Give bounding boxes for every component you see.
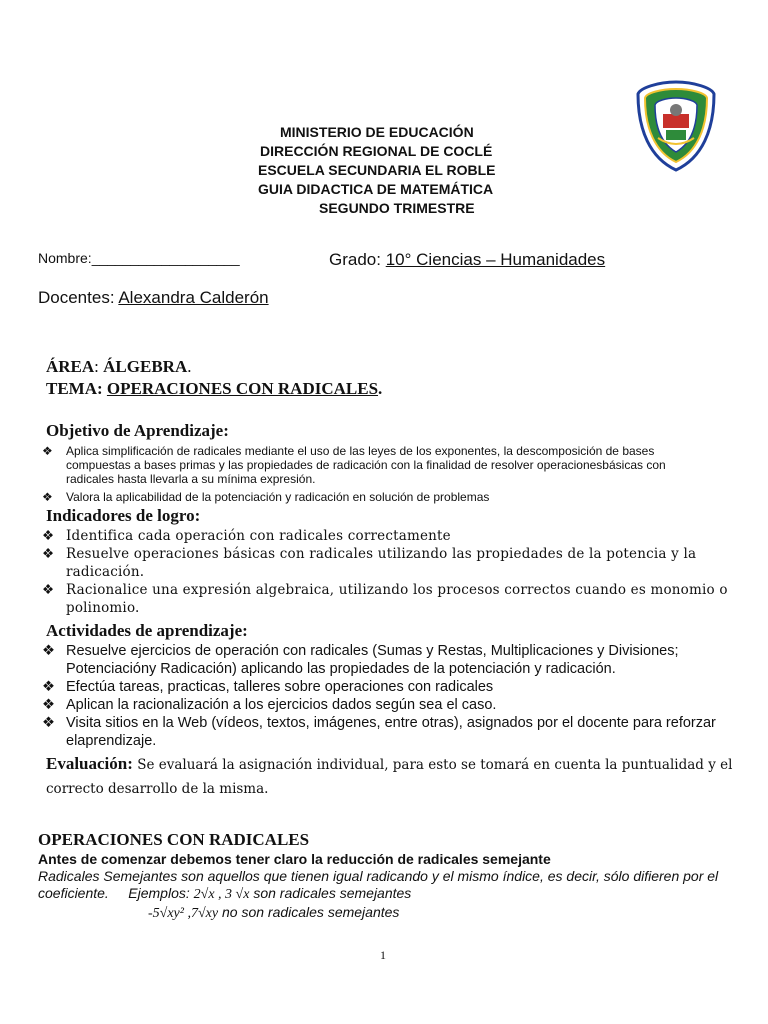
docentes-value: Alexandra Calderón xyxy=(118,288,269,307)
diamond-bullet-icon: ❖ xyxy=(42,643,55,659)
diamond-bullet-icon: ❖ xyxy=(42,490,53,504)
list-item: ❖ Visita sitios en la Web (vídeos, textos, imágenes, entre otras), asignados por el docente para reforzar elaprendizaje. xyxy=(42,715,716,749)
operaciones-subtitle: Antes de comenzar debemos tener claro la reducción de radicales semejante xyxy=(38,851,551,867)
school-shield-icon xyxy=(636,80,716,172)
grado-value: 10° Ciencias – Humanidades xyxy=(385,250,606,269)
actividades-list xyxy=(38,642,738,750)
list-item: ❖ Aplican la racionalización a los ejercicios dados según sea el caso. xyxy=(42,697,497,713)
document-header xyxy=(238,123,538,218)
tema-line: TEMA: OPERACIONES CON RADICALES. xyxy=(46,379,383,398)
example-2-suffix: no son radicales semejantes xyxy=(221,904,400,920)
diamond-bullet-icon: ❖ xyxy=(42,528,55,544)
tema-label: TEMA: xyxy=(46,379,103,398)
diamond-bullet-icon: ❖ xyxy=(42,679,55,695)
operaciones-definition: Radicales Semejantes son aquellos que tienen igual radicando y el mismo índice, es decir, sólo difieren por el coeficiente. Ejemplos: 2√x , 3 √x son radicales semejantes xyxy=(38,868,719,902)
area-label: ÁREA xyxy=(46,357,95,376)
area-value: ÁLGEBRA xyxy=(103,357,188,376)
nombre-label: Nombre: xyxy=(38,250,92,266)
evaluacion-label: Evaluación: xyxy=(46,754,133,773)
diamond-bullet-icon: ❖ xyxy=(42,444,53,458)
evaluacion-paragraph xyxy=(46,752,746,801)
header-line-ministerio: MINISTERIO DE EDUCACIÓN xyxy=(280,124,474,140)
evaluacion-text: Se evaluará la asignación individual, para esto se tomará en cuenta la puntualidad y el correcto desarrollo de la misma. xyxy=(46,757,733,797)
list-item: ❖ Resuelve ejercicios de operación con radicales (Sumas y Restas, Multiplicaciones y Divisiones; Potenciacióny Radicación) aplicando las propiedades de la potenciación y radicación. xyxy=(42,643,679,677)
nombre-blank: ___________________ xyxy=(91,250,240,266)
header-line-guia: GUIA DIDACTICA DE MATEMÁTICA xyxy=(258,181,494,197)
indicadores-title: Indicadores de logro: xyxy=(46,506,201,525)
diamond-bullet-icon: ❖ xyxy=(42,715,55,731)
diamond-bullet-icon: ❖ xyxy=(42,697,55,713)
actividades-title: Actividades de aprendizaje: xyxy=(46,621,248,640)
header-line-escuela: ESCUELA SECUNDARIA EL ROBLE xyxy=(258,162,496,178)
list-item: ❖ Valora la aplicabilidad de la potenciación y radicación en solución de problemas xyxy=(42,490,490,504)
area-line: ÁREA: ÁLGEBRA. xyxy=(46,357,192,376)
operaciones-title: OPERACIONES CON RADICALES xyxy=(38,830,310,849)
diamond-bullet-icon: ❖ xyxy=(42,546,55,562)
example-2: -5√xy² ,7√xy xyxy=(148,906,219,921)
list-item: ❖ Efectúa tareas, practicas, talleres sobre operaciones con radicales xyxy=(42,679,494,695)
grado-label: Grado: xyxy=(329,250,381,269)
list-item: ❖ Aplica simplificación de radicales mediante el uso de las leyes de los exponentes, la descomposición de bases compuestas a bases primas y las propiedades de radicación con la finalidad de resolver operacionesbásicas con radicales hasta llevarla a su mínima expresión. xyxy=(42,444,666,486)
indicadores-list xyxy=(38,527,748,617)
docentes-field xyxy=(38,288,269,308)
example-1-suffix: son radicales semejantes xyxy=(253,885,412,901)
nombre-field xyxy=(38,250,240,266)
example-1: 2√x , 3 √x xyxy=(193,887,250,902)
header-line-trimestre: SEGUNDO TRIMESTRE xyxy=(319,200,475,216)
list-item: ❖ Racionalice una expresión algebraica, utilizando los procesos correctos cuando es monomio o polinomio. xyxy=(42,582,728,616)
objetivo-title: Objetivo de Aprendizaje: xyxy=(46,421,229,440)
diamond-bullet-icon: ❖ xyxy=(42,582,55,598)
list-item: ❖ Resuelve operaciones básicas con radicales utilizando las propiedades de la potencia y la radicación. xyxy=(42,546,697,580)
example-2-line xyxy=(148,904,399,922)
docentes-label: Docentes: xyxy=(38,288,115,307)
page-number: 1 xyxy=(380,948,386,962)
examples-label: Ejemplos: xyxy=(128,885,190,901)
objetivo-list xyxy=(38,444,698,504)
list-item: ❖ Identifica cada operación con radicales correctamente xyxy=(42,528,451,544)
header-line-direccion: DIRECCIÓN REGIONAL DE COCLÉ xyxy=(260,143,493,159)
grado-field xyxy=(329,250,605,270)
tema-value: OPERACIONES CON RADICALES xyxy=(106,379,379,398)
